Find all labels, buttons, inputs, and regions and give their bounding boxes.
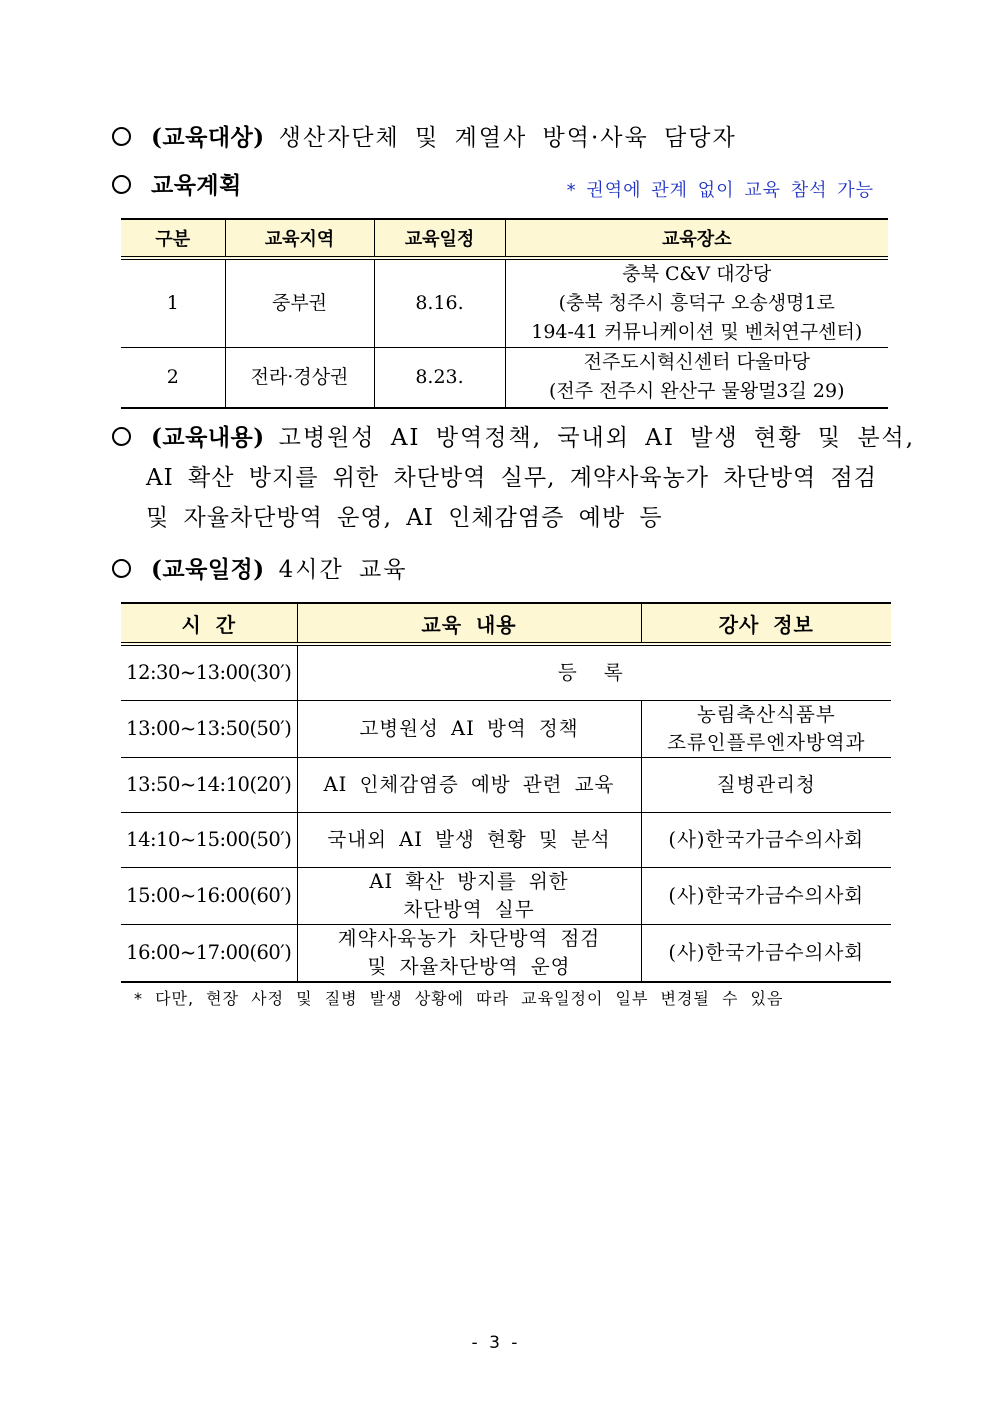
bullet-schedule [112, 550, 407, 590]
schedule-lecturer: (사)한국가금수의사회 [641, 868, 891, 925]
schedule-header-cell: 강사 정보 [641, 603, 891, 644]
content-paragraph [146, 458, 896, 538]
content-line: 고병원성 AI 방역정책, 국내외 AI 발생 현황 및 분석, [278, 425, 916, 451]
plan-place [505, 348, 888, 408]
schedule-lecturer: 질병관리청 [641, 758, 891, 813]
schedule-time: 14:10~15:00(50′) [121, 813, 297, 868]
bullet-target [112, 118, 737, 158]
lecturer-line: 조류인플루엔자방역과 [667, 731, 866, 754]
plan-header-cell: 교육장소 [505, 219, 888, 258]
place-line: (충북 청주시 흥덕구 오송생명1로 [558, 292, 835, 314]
footnote: * 다만, 현장 사정 및 질병 발생 상황에 따라 교육일정이 일부 변경될 수 있음 [134, 989, 784, 1008]
schedule-lecturer: (사)한국가금수의사회 [641, 925, 891, 983]
place-line: 전주도시혁신센터 다울마당 [583, 351, 810, 374]
plan-header-cell: 교육일정 [374, 219, 505, 258]
table-row [121, 644, 891, 701]
content-line: 및 자율차단방역 운영 [367, 955, 571, 978]
content-label: (교육내용) [151, 424, 265, 451]
bullet-circle-icon [112, 559, 131, 578]
schedule-content: 고병원성 AI 방역 정책 [297, 701, 641, 758]
plan-table [121, 218, 888, 409]
schedule-content: AI 인체감염증 예방 관련 교육 [297, 758, 641, 813]
bullet-content [112, 418, 915, 458]
schedule-content [297, 868, 641, 925]
schedule-registration: 등 록 [297, 644, 891, 701]
schedule-content: 국내외 AI 발생 현황 및 분석 [297, 813, 641, 868]
schedule-lecturer [641, 701, 891, 758]
plan-note: * 권역에 관계 없이 교육 참석 가능 [566, 180, 874, 201]
place-line: (전주 전주시 완산구 물왕멀3길 29) [549, 380, 845, 403]
content-line: 및 자율차단방역 운영, AI 인체감염증 예방 등 [146, 505, 663, 531]
plan-header-cell: 교육지역 [225, 219, 374, 258]
place-line: 194-41 커뮤니케이션 및 벤처연구센터) [531, 321, 863, 343]
content-line: 계약사육농가 차단방역 점검 [337, 927, 601, 950]
bullet-circle-icon [112, 427, 131, 446]
plan-region: 중부권 [225, 258, 374, 348]
target-label: (교육대상) [151, 124, 265, 151]
page-number: - 3 - [471, 1333, 521, 1353]
bullet-circle-icon [112, 127, 131, 146]
target-text: 생산자단체 및 계열사 방역·사육 담당자 [278, 125, 737, 151]
table-row [121, 868, 891, 925]
plan-no: 2 [121, 348, 225, 408]
schedule-time: 16:00~17:00(60′) [121, 925, 297, 983]
schedule-header-cell: 교육 내용 [297, 603, 641, 644]
schedule-content [297, 925, 641, 983]
plan-region: 전라·경상권 [225, 348, 374, 408]
schedule-time: 13:00~13:50(50′) [121, 701, 297, 758]
schedule-header-row [121, 603, 891, 644]
content-line: AI 확산 방지를 위한 [369, 870, 569, 893]
bullet-plan [112, 166, 256, 206]
content-line: 차단방역 실무 [403, 898, 535, 921]
bullet-circle-icon [112, 175, 131, 194]
table-row [121, 925, 891, 983]
table-row [121, 258, 888, 348]
plan-place [505, 258, 888, 348]
content-line: AI 확산 방지를 위한 차단방역 실무, 계약사육농가 차단방역 점검 [146, 465, 877, 491]
plan-label: 교육계획 [151, 172, 242, 199]
plan-header-cell: 구분 [121, 219, 225, 258]
table-row [121, 701, 891, 758]
table-row [121, 813, 891, 868]
plan-date: 8.16. [374, 258, 505, 348]
schedule-time: 12:30~13:00(30′) [121, 644, 297, 701]
schedule-text: 4시간 교육 [278, 557, 408, 583]
schedule-time: 13:50~14:10(20′) [121, 758, 297, 813]
schedule-lecturer: (사)한국가금수의사회 [641, 813, 891, 868]
schedule-header-cell: 시 간 [121, 603, 297, 644]
lecturer-line: 농림축산식품부 [696, 703, 836, 726]
place-line: 충북 C&V 대강당 [622, 263, 772, 285]
schedule-time: 15:00~16:00(60′) [121, 868, 297, 925]
schedule-label: (교육일정) [151, 556, 265, 583]
table-row [121, 758, 891, 813]
plan-no: 1 [121, 258, 225, 348]
table-row [121, 348, 888, 408]
plan-header-row [121, 219, 888, 258]
plan-date: 8.23. [374, 348, 505, 408]
schedule-table [121, 602, 891, 983]
